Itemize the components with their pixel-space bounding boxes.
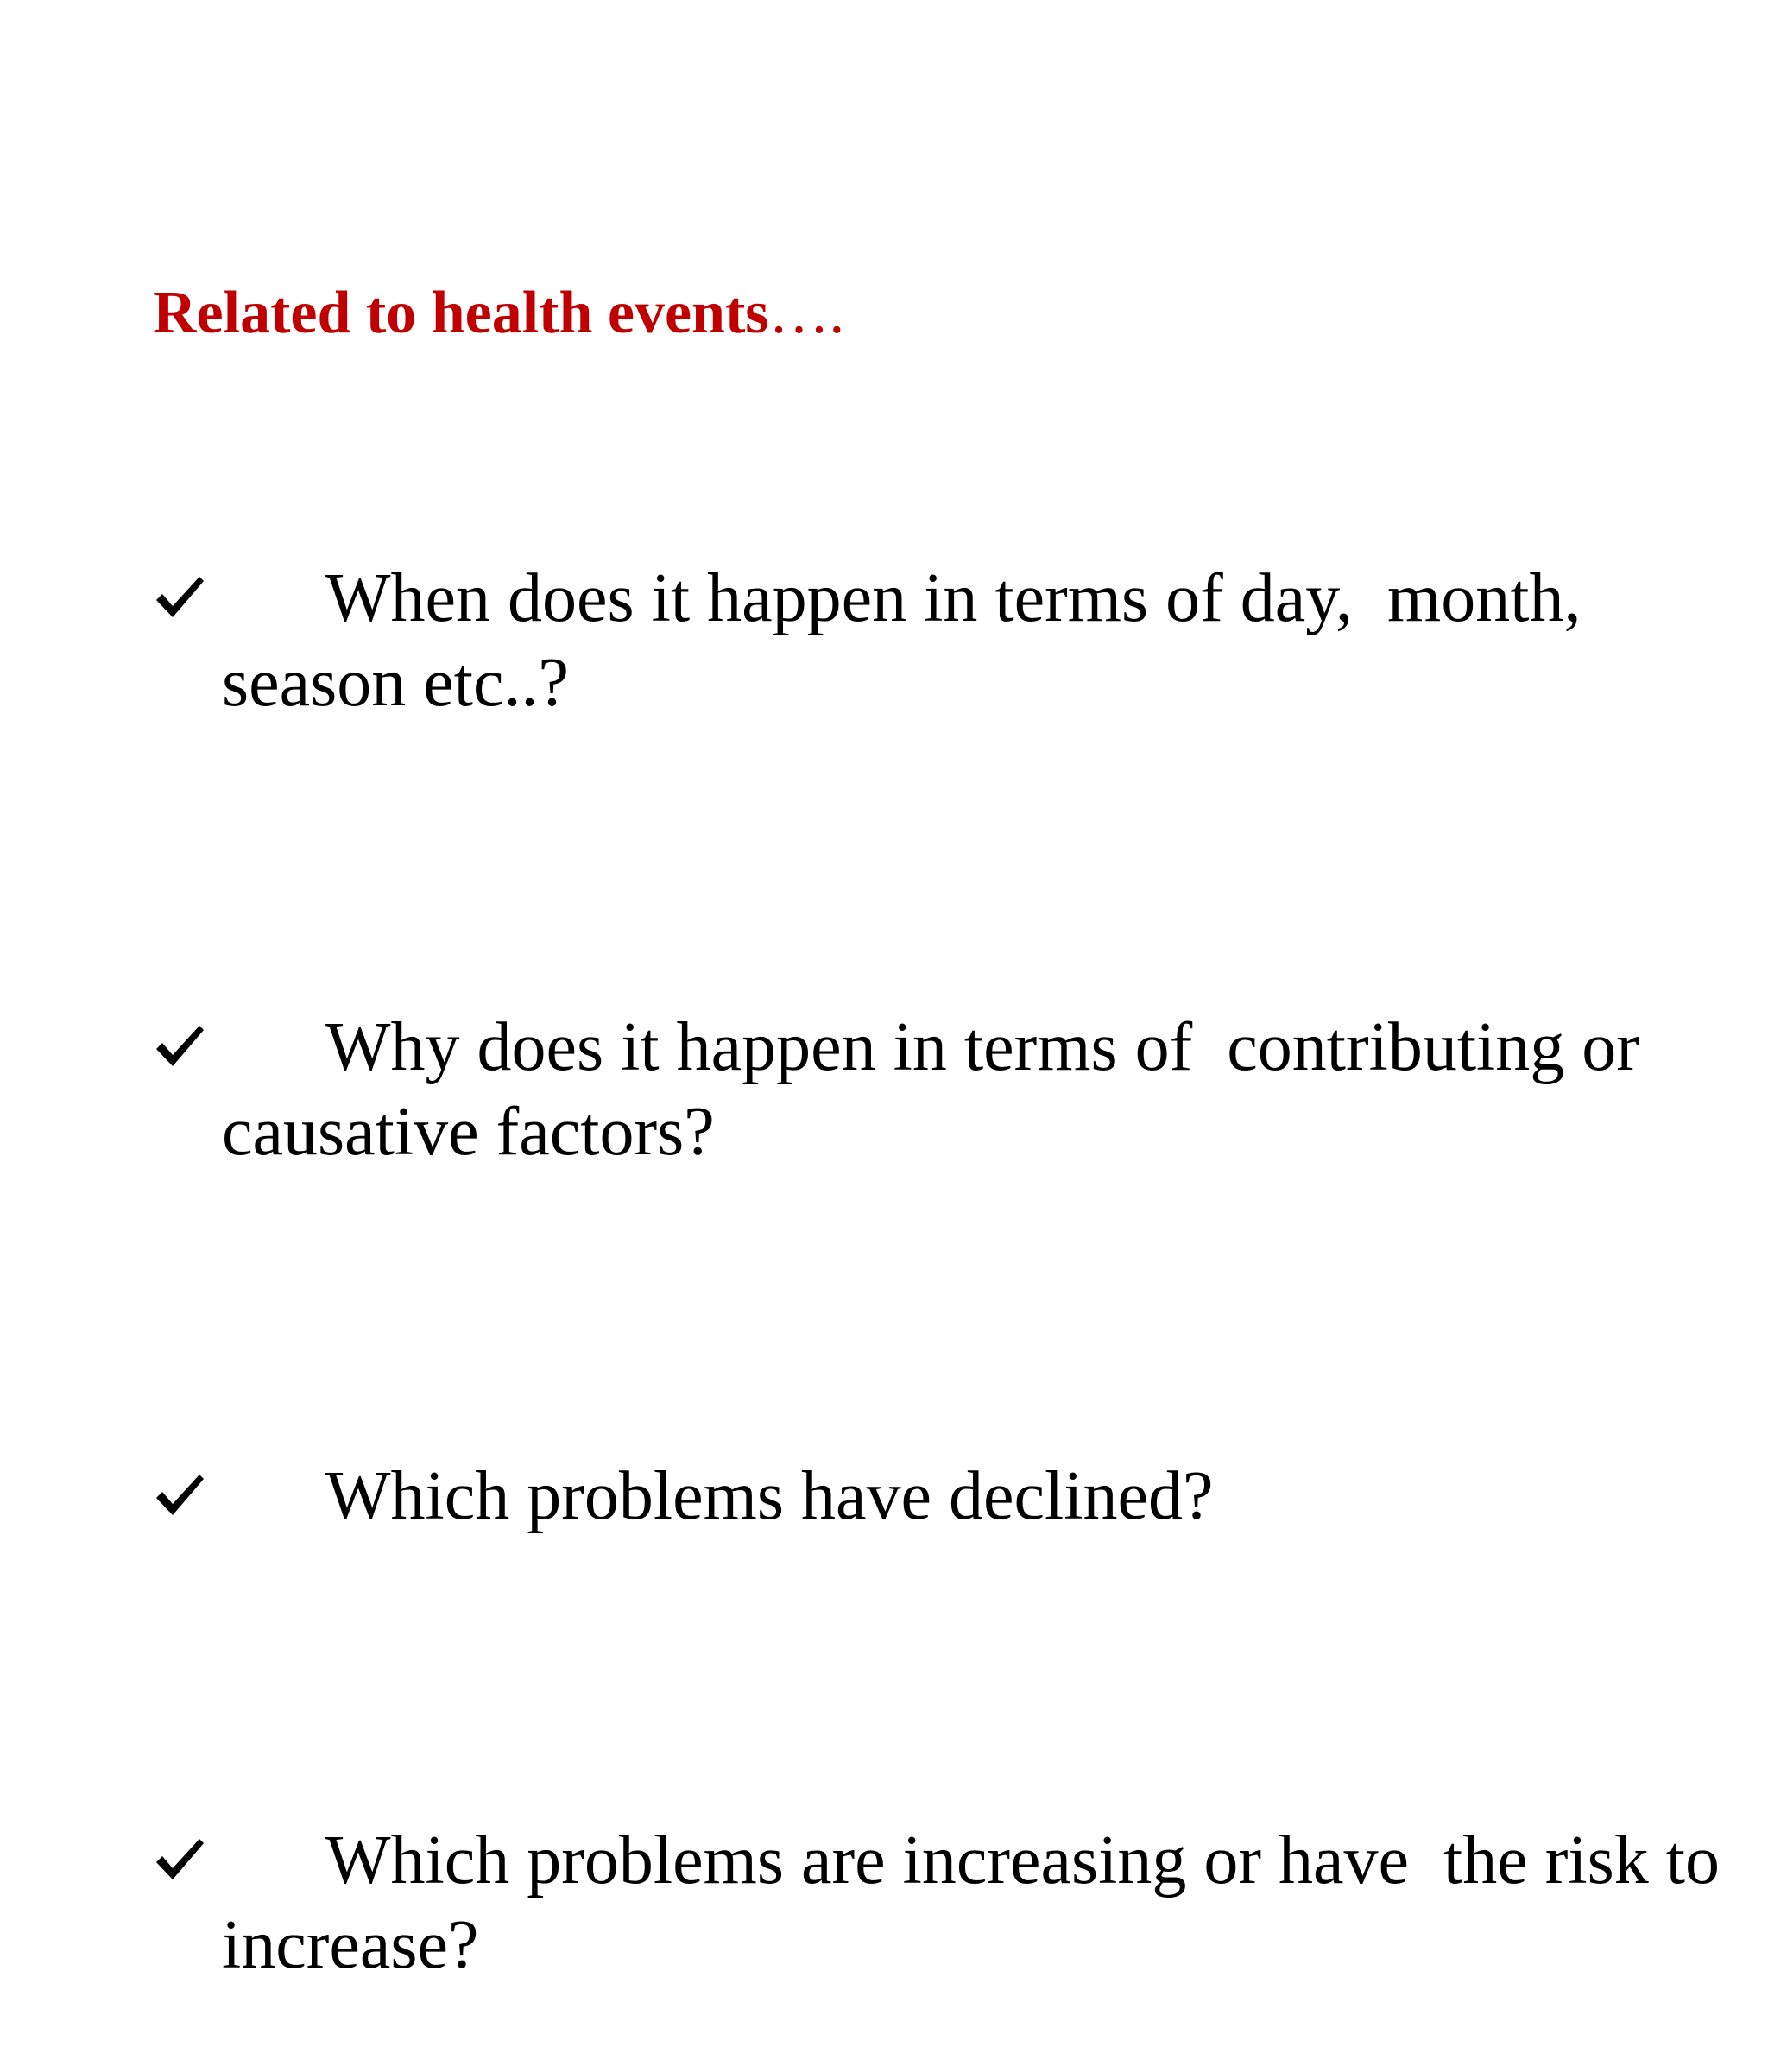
check-icon — [153, 402, 206, 456]
slide-heading — [153, 275, 844, 352]
bullet-list — [153, 387, 1724, 2072]
bullet-item — [153, 836, 1724, 1259]
bullet-text: Which problems have declined? — [325, 1458, 1214, 1534]
check-icon — [153, 1300, 206, 1354]
bullet-item — [153, 1649, 1724, 2072]
heading-ellipsis: …. — [768, 280, 845, 346]
bullet-text: Why does it happen in terms of contributing or causative factors? — [222, 1009, 1639, 1170]
heading-text: Related to health events — [153, 280, 769, 346]
bullet-text: When does it happen in terms of day, month, season etc..? — [222, 560, 1582, 721]
check-icon — [153, 851, 206, 905]
bullet-item — [153, 387, 1724, 810]
check-icon — [153, 1665, 206, 1718]
bullet-item — [153, 1285, 1724, 1623]
bullet-text: Which problems are increasing or have the risk to increase? — [222, 1822, 1720, 1983]
